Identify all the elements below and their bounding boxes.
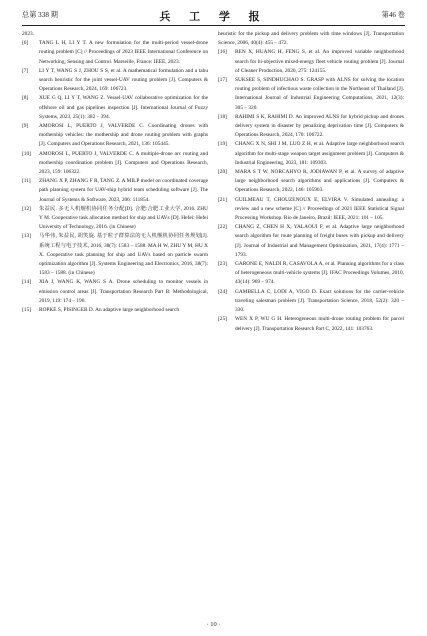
- right-column: [218, 30, 404, 334]
- reference-number: [7]: [22, 67, 29, 74]
- reference-item: [218, 76, 404, 113]
- reference-number: [20]: [218, 169, 227, 176]
- reference-item: [218, 223, 404, 260]
- reference-text: REN X, HUANG H, FENG S, et al. An improved variable neighborhood search for bi-objective mixed-energy fleet vehicle routing problem [J]. Journal of Cleaner Production, 2020, 275: 124155.: [235, 49, 404, 74]
- reference-text: TANG L H, LI Y T. A new formulation for the multi-period vessel-drone routing problem [C] // Proceedings of 2023 IEEE International Conference on Networking, Sensing and Control. Marseille, France: IEEE, 2023.: [39, 40, 208, 65]
- reference-item: [22, 67, 208, 95]
- page-number: · 10 ·: [206, 621, 221, 628]
- reference-number: [25]: [218, 316, 227, 323]
- reference-number: [6]: [22, 40, 29, 47]
- reference-text: WEN X P, WU G H. Heterogeneous multi-drone routing problem for parcel delivery [J]. Transportation Research Part C, 2022, 141: 103763.: [235, 316, 404, 332]
- reference-text: CHANG Z, CHEN H X, YALAOUI F, et al. Adaptive large neighborhood search algorithm for route planning of freight buses with pickup and delivery [J]. Journal of Industrial and Management Optimization, 2021, 17(4): 1771 – 1793.: [235, 224, 404, 258]
- continuation-text: 2023.: [22, 31, 35, 37]
- reference-text: SUKSEE S, SINDHUCHAO S. GRASP with ALNS for solving the location routing problem of infectious waste collection in the Northeast of Thailand [J]. International Journal of Industrial Engineering Computations, 2021, 12(3): 305 – 320.: [235, 77, 404, 111]
- reference-item: [22, 150, 208, 178]
- volume-number: 第46 卷: [381, 11, 405, 19]
- reference-number: [18]: [218, 113, 227, 120]
- reference-text: XUE G Q, LI Y T, WANG Z. Vessel-UAV collaborative optimization for the offshore oil and gas pipelines inspection [J]. International Journal of Fuzzy Systems, 2023, 25(1): 382 – 394.: [39, 95, 208, 120]
- reference-number: [14]: [22, 279, 31, 286]
- reference-number: [23]: [218, 261, 227, 268]
- reference-number: [19]: [218, 141, 227, 148]
- reference-number: [11]: [22, 178, 31, 185]
- reference-text: GUILMEAU T, CHOUZENOUX E, ELVIRA V. Simulated annealing: a review and a new scheme [C] // Proceedings of 2021 IEEE Statistical Signal Processing Workshop. Rio de Janeiro, Brazil: IEEE, 2021: 101 – 105.: [235, 196, 404, 222]
- reference-text: GAMBELLA C, LODI A, VIGO D. Exact solutions for the carrier-vehicle traveling salesman problem [J]. Transportation Science, 2018, 52(2): 320 – 330.: [235, 288, 404, 314]
- reference-number: [16]: [218, 49, 227, 56]
- reference-item: [218, 196, 404, 224]
- reference-number: [9]: [22, 123, 29, 130]
- reference-item: [22, 122, 208, 150]
- reference-item: [218, 168, 404, 196]
- reference-item: [22, 94, 208, 122]
- reference-number: [17]: [218, 77, 227, 84]
- reference-item: [22, 232, 208, 278]
- reference-text: XIA J, WANG K, WANG S A. Drone scheduling to monitor vessels in emission control areas [J]. Transportation Research Part B: Methodological, 2019, 119: 174 – 196.: [39, 279, 208, 304]
- reference-number: [22]: [218, 224, 227, 231]
- reference-text: ZHANG X P, ZHANG F R, TANG Z. A MILP model on coordinated coverage path planning system for UAV-ship hybrid team scheduling software [J]. The Journal of Systems & Software, 2023, 206: 111854.: [39, 178, 208, 203]
- reference-text: ROPKE S, PISINGER D. An adaptive large neighborhood search: [39, 307, 180, 314]
- reference-item: [218, 260, 404, 288]
- reference-item: [218, 315, 404, 333]
- reference-text: 马华伟, 朱益民, 胡笑旋. 基于粒子群算法的无人机舰机协同任务规划[J]. 系统工程与电子技术, 2016, 38(7): 1583 – 1588. MA H W, ZHU Y M, HU X X. Cooperative task planning for ship and UAVs based on particle swarm optimization algorithm [J]. Systems Engineering and Electronics, 2016, 38(7): 1583 – 1588. (in Chinese): [39, 233, 208, 277]
- reference-item: [218, 140, 404, 168]
- reference-item: [22, 39, 208, 67]
- reference-text: 朱益民. 多无人机舰机协同任务分配[D]. 合肥:合肥工业大学, 2016. ZHU Y M. Cooperative task allocation method for ship and UAVs [D]. Hefei: Hefei University of Technology, 2016. (in Chinese): [39, 205, 208, 231]
- reference-number: [10]: [22, 150, 31, 157]
- reference-text: LI Y T, WANG S J, ZHOU S S, et al. A mathematical formulation and a tabu search heuristic for the joint vessel-UAV routing problem [J]. Computers & Operations Research, 2024, 169: 106723.: [39, 67, 208, 93]
- reference-text: AMOROSI L, PUERTO J, VALVERDE C. A multiple-drone arc routing and mothership coordination problem [J]. Computers and Operations Research, 2023, 159: 106322.: [39, 150, 208, 176]
- reference-number: [13]: [22, 233, 31, 240]
- reference-text: CHANG X N, SHI J M, LUO Z H, et al. Adaptive large neighborhood search algorithm for multi-stage weapon target assignment problem [J]. Computers & Industrial Engineering, 2023, 181: 109303.: [235, 141, 404, 166]
- reference-number: [21]: [218, 196, 227, 203]
- header-rule: [22, 25, 405, 26]
- reference-text: AMOROSI L, PUERTO J, VALVERDE C. Coordinating drones with mothership vehicles: the mothership and drone routing problem with graphs [J]. Computers and Operations Research, 2021, 136: 105445.: [39, 123, 208, 148]
- journal-title: 兵 工 学 报: [159, 11, 268, 23]
- reference-item: [22, 205, 208, 233]
- continuation-text: heuristic for the pickup and delivery problem with time windows [J]. Transportation Science, 2006, 40(4): 455 – 472.: [218, 31, 404, 47]
- issue-number: 总第 338 期: [22, 11, 58, 19]
- reference-number: [15]: [22, 307, 31, 314]
- reference-item: [22, 278, 208, 306]
- reference-item: [22, 177, 208, 205]
- reference-text: MARA S T W, NORCAHYO R, JODIAWAN P, et al. A survey of adaptive large neighborhood search algorithms and applications [J]. Computers & Operations Research, 2022, 146: 105903.: [235, 169, 404, 194]
- reference-number: [12]: [22, 205, 31, 212]
- reference-item: [218, 288, 404, 316]
- reference-number: [24]: [218, 288, 227, 295]
- reference-text: RAHIMI S K, RAHIMI D. An improved ALNS for hybrid pickup and drones delivery system in disaster by penalizing deprivation time [J]. Computers & Operations Research, 2024, 170: 106722.: [235, 113, 404, 139]
- reference-number: [8]: [22, 95, 29, 102]
- reference-item: [22, 306, 208, 315]
- reference-item: [218, 48, 404, 76]
- page-header: [22, 8, 405, 26]
- reference-text: GARONE E, NALDI R, CASAVOLA A, et al. Planning algorithms for a class of heterogeneous multi-vehicle systems [J]. IFAC Proceedings Volumes, 2010, 43(14): 969 – 974.: [235, 261, 404, 286]
- reference-item: [218, 113, 404, 141]
- left-column: [22, 30, 208, 315]
